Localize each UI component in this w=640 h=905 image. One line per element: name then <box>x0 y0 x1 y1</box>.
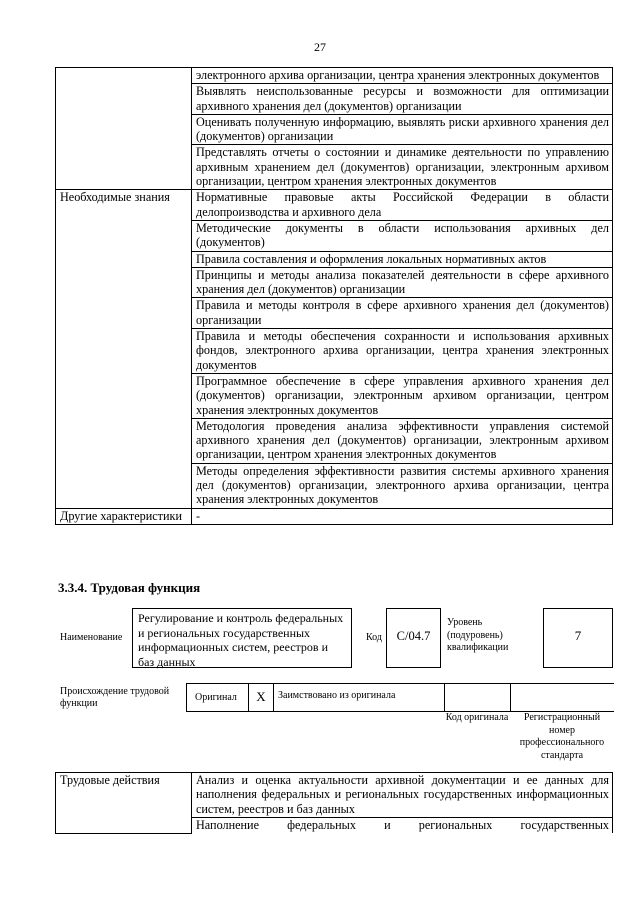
actions-label: Трудовые действия <box>56 773 192 834</box>
table-row <box>56 773 613 818</box>
function-name: Регулирование и контроль федеральных и региональных государственных информационных систем, реестров и баз данных <box>132 608 352 668</box>
action-item: Анализ и оценка актуальности архивной документации и ее данных для наполнения федеральных и региональных государственных информационных систем, реестров и баз данных <box>192 773 613 818</box>
level-label: Уровень (подуровень) квалификации <box>447 617 509 653</box>
knowledge-item: Правила и методы контроля в сфере архивного хранения дел (документов) организации <box>192 298 613 329</box>
section-title: 3.3.4. Трудовая функция <box>58 580 201 595</box>
knowledge-label: Необходимые знания <box>56 190 192 508</box>
function-code: C/04.7 <box>386 608 441 668</box>
table-row <box>56 508 613 524</box>
page-number: 27 <box>314 40 326 54</box>
borrowed-label: Заимствовано из оригинала <box>278 690 396 701</box>
knowledge-item: Правила и методы обеспечения сохранности и использования архивных фондов, электронного архива организации, центра хранения электронных документов <box>192 329 613 374</box>
table-row <box>56 190 613 221</box>
knowledge-item: Методы определения эффективности развития системы архивного хранения дел (документов) организации, электронного архива организации, центра хранения электронных документов <box>192 463 613 508</box>
skill-item: Выявлять неиспользованные ресурсы и возможности для оптимизации архивного хранения дел (документов) организации <box>192 84 613 115</box>
requirements-table <box>55 67 613 525</box>
knowledge-item: Методология проведения анализа эффективности управления системой архивного хранения дел (документов) организации, электронным архивом организации, центром хранения электронных документов <box>192 418 613 463</box>
skill-item: Оценивать полученную информацию, выявлять риски архивного хранения дел (документов) организации <box>192 114 613 145</box>
name-label: Наименование <box>60 632 123 643</box>
other-label: Другие характеристики <box>56 508 192 524</box>
origin-label: Происхождение трудовой функции <box>60 686 170 709</box>
other-value: - <box>192 508 613 524</box>
original-mark: X <box>248 684 274 711</box>
skill-item: электронного архива организации, центра хранения электронных документов <box>192 68 613 84</box>
qualification-level: 7 <box>543 608 613 668</box>
knowledge-item: Нормативные правовые акты Российской Федерации в области делопроизводства и архивного дела <box>192 190 613 221</box>
registration-number-cell <box>510 684 614 711</box>
skill-item: Представлять отчеты о состоянии и динамике деятельности по управлению архивным хранением дел (документов) организации, электронным архивом организации, центром хранения электронных документов <box>192 145 613 190</box>
origin-row <box>186 683 614 712</box>
knowledge-item: Программное обеспечение в сфере управления архивного хранения дел (документов) организации, электронным архивом организации, центром хранения электронных документов <box>192 373 613 418</box>
action-item: Наполнение федеральных и региональных государственных <box>192 817 613 833</box>
original-code-caption: Код оригинала <box>445 712 509 723</box>
original-code-cell <box>444 684 510 711</box>
registration-number-caption: Регистрационный номер профессионального стандарта <box>519 712 605 761</box>
knowledge-item: Методические документы в области использования архивных дел (документов) <box>192 220 613 251</box>
code-label: Код <box>366 632 382 643</box>
original-label: Оригинал <box>186 684 248 711</box>
knowledge-item: Правила составления и оформления локальных нормативных актов <box>192 251 613 267</box>
knowledge-item: Принципы и методы анализа показателей деятельности в сфере архивного хранения дел (документов) организации <box>192 267 613 298</box>
table-row <box>56 68 613 84</box>
empty-label-cell <box>56 68 192 190</box>
actions-table <box>55 772 613 834</box>
